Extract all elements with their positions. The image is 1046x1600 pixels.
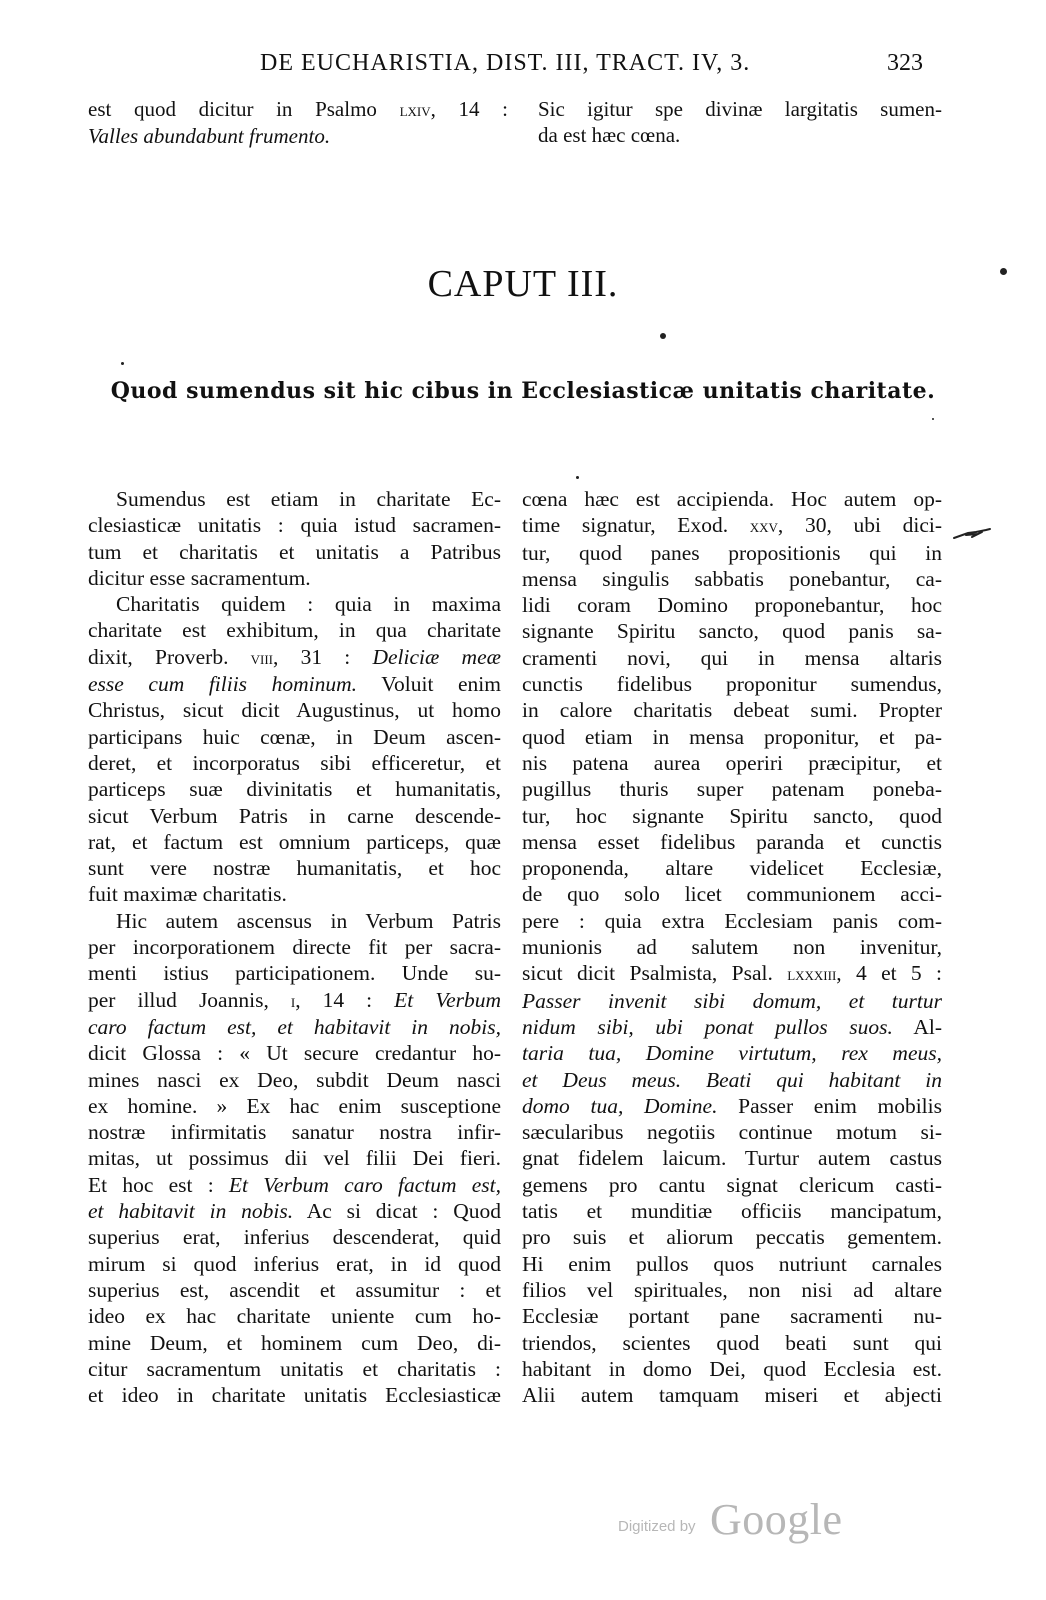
running-head — [0, 50, 1046, 82]
text-line: in calore charitatis debeat sumi. Propter — [522, 698, 942, 723]
text-line: Et hoc est : Et Verbum caro factum est, — [88, 1172, 501, 1197]
right-column — [522, 486, 942, 1408]
text-line: Alii autem tamquam miseri et abjecti — [522, 1383, 942, 1408]
text-line: gemens pro cantu signat clericum casti- — [522, 1172, 942, 1197]
text-line: taria tua, Domine virtutum, rex meus, — [522, 1041, 942, 1066]
text-line: ideo ex hac charitate uniente cum ho- — [88, 1304, 501, 1329]
text-line: participans huic cœnæ, in Deum ascen- — [88, 724, 501, 749]
text-line: nidum sibi, ubi ponat pullos suos. Al- — [522, 1014, 942, 1039]
text-line: Hic autem ascensus in Verbum Patris — [116, 908, 501, 933]
text-line: dicit Glossa : « Ut secure credantur ho- — [88, 1041, 501, 1066]
text-line: de quo solo licet communionem acci- — [522, 882, 942, 907]
text-line: cœna hæc est accipienda. Hoc autem op- — [522, 487, 942, 511]
text-line: mensa esset fidelibus paranda et cunctis — [522, 829, 942, 854]
text-line: pro suis et aliorum peccatis gementem. — [522, 1225, 942, 1250]
carryover-right — [538, 96, 942, 148]
text-line: ex homine. » Ex hac enim susceptione — [88, 1093, 501, 1118]
text-line: mines nasci ex Deo, subdit Deum nasci — [88, 1067, 501, 1092]
text-line: clesiasticæ unitatis : quia istud sacramen- — [88, 513, 501, 538]
text-line: cramenti novi, qui in mensa altaris — [522, 645, 942, 670]
text-line: da est hæc cœna. — [538, 123, 681, 147]
text-line: et habitavit in nobis. Ac si dicat : Quod — [88, 1199, 501, 1224]
page-number: 323 — [887, 50, 923, 76]
text-line: nostræ infirmitatis sanatur nostra infir- — [88, 1120, 501, 1145]
text-line: mirum si quod inferius erat, in id quod — [88, 1251, 501, 1276]
left-column — [88, 486, 501, 1408]
text-line: munionis ad salutem non invenitur, — [522, 935, 942, 960]
text-line: quod etiam in mensa proponitur, et pa- — [522, 724, 942, 749]
paragraph — [88, 908, 501, 1409]
text-line: signante Spiritu sancto, quod panis sa- — [522, 619, 942, 644]
text-line: pere : quia extra Ecclesiam panis com- — [522, 908, 942, 933]
text-line: gnat fidelem laicum. Turtur autem castus — [522, 1146, 942, 1171]
text-line: dixit, Proverb. viii, 31 : Deliciæ meæ — [88, 644, 501, 669]
text-line: superius erat, inferius descenderat, quid — [88, 1225, 501, 1250]
text-line: esse cum filiis hominum. Voluit enim — [88, 672, 501, 697]
text-line: Passer invenit sibi domum, et turtur — [522, 988, 942, 1013]
text-line: et ideo in charitate unitatis Ecclesiasticæ — [88, 1383, 501, 1408]
text-line: triendos, scientes quod beati sunt qui — [522, 1330, 942, 1355]
text-line: per illud Joannis, i, 14 : Et Verbum — [88, 987, 502, 1012]
carryover-left — [88, 96, 508, 149]
text-line: time signatur, Exod. xxv, 30, ubi dici- — [522, 513, 942, 538]
text-line: mensa singulis sabbatis ponebantur, ca- — [522, 566, 942, 591]
pen-mark-icon — [952, 526, 992, 542]
print-speck — [576, 476, 579, 479]
text-line: Sumendus est etiam in charitate Ec- — [116, 487, 501, 511]
print-speck — [121, 362, 124, 365]
text-line: Ecclesiæ portant pane sacramenti nu- — [522, 1304, 942, 1329]
print-speck — [932, 418, 934, 420]
google-logo: Google — [710, 1495, 843, 1544]
text-line: citur sacramentum unitatis et charitatis : — [88, 1356, 501, 1381]
text-line: tatis et munditiæ officiis mancipatum, — [522, 1199, 942, 1224]
text-line: mine Deum, et hominem cum Deo, di- — [88, 1330, 501, 1355]
text-line: Valles abundabunt frumento. — [88, 124, 331, 148]
text-line: habitant in domo Dei, quod Ecclesia est. — [522, 1356, 942, 1381]
text-line: tum et charitatis et unitatis a Patribus — [88, 539, 501, 564]
text-line: tur, hoc signante Spiritu sancto, quod — [522, 803, 942, 828]
chapter-subtitle: Quod sumendus sit hic cibus in Ecclesiasticæ unitatis charitate. — [110, 378, 936, 404]
text-line: Sic igitur spe divinæ largitatis sumen- — [538, 97, 942, 121]
paragraph — [88, 486, 501, 591]
text-line: lidi coram Domino proponebantur, hoc — [522, 593, 942, 618]
text-line: tur, quod panes propositionis qui in — [522, 540, 942, 565]
text-line: sicut dicit Psalmista, Psal. lxxxiii, 4 et 5 : — [522, 961, 942, 986]
text-line: et Deus meus. Beati qui habitant in — [522, 1067, 942, 1092]
text-line: est quod dicitur in Psalmo lxiv, 14 : — [88, 97, 508, 121]
text-line: cunctis fidelibus proponitur sumendus, — [522, 672, 942, 697]
text-line: menti istius participationem. Unde su- — [88, 961, 501, 986]
paragraph — [88, 591, 501, 908]
text-line: domo tua, Domine. Passer enim mobilis — [522, 1093, 942, 1118]
text-line: Hi enim pullos quos nutriunt carnales — [522, 1251, 942, 1276]
text-line: filios vel spirituales, non nisi ad altare — [522, 1277, 942, 1302]
text-line: sicut Verbum Patris in carne descende- — [88, 803, 501, 828]
text-line: mitas, ut possimus dii vel filii Dei fieri. — [88, 1146, 501, 1171]
text-line: fuit maximæ charitatis. — [88, 882, 287, 907]
paragraph — [522, 486, 942, 1408]
text-line: Christus, sicut dicit Augustinus, ut homo — [88, 698, 501, 723]
running-title: DE EUCHARISTIA, DIST. III, TRACT. IV, 3. — [260, 50, 751, 76]
print-speck — [1000, 268, 1007, 275]
text-line: proponenda, altare videlicet Ecclesiæ, — [522, 856, 942, 881]
chapter-title: CAPUT III. — [427, 263, 619, 305]
text-line: dicitur esse sacramentum. — [88, 565, 311, 590]
text-line: deret, et incorporatus sibi efficeretur, et — [88, 750, 501, 775]
text-line: rat, et factum est omnium particeps, quæ — [88, 829, 501, 854]
text-line: per incorporationem directe fit per sacra- — [88, 935, 501, 960]
text-line: sæcularibus negotiis continue motum si- — [522, 1120, 942, 1145]
text-line: sunt vere nostræ humanitatis, et hoc — [88, 856, 501, 881]
watermark-prefix: Digitized by — [618, 1518, 696, 1535]
text-line: pugillus thuris super patenam poneba- — [522, 777, 942, 802]
text-line: nis patena aurea operiri præcipitur, et — [522, 750, 942, 775]
text-line: superius est, ascendit et assumitur : et — [88, 1277, 501, 1302]
text-line: Charitatis quidem : quia in maxima — [116, 592, 501, 617]
text-line: charitate est exhibitum, in qua charitate — [88, 618, 501, 643]
text-line: caro factum est, et habitavit in nobis, — [88, 1014, 501, 1039]
text-line: particeps suæ divinitatis et humanitatis, — [88, 777, 501, 802]
print-speck — [660, 333, 666, 339]
